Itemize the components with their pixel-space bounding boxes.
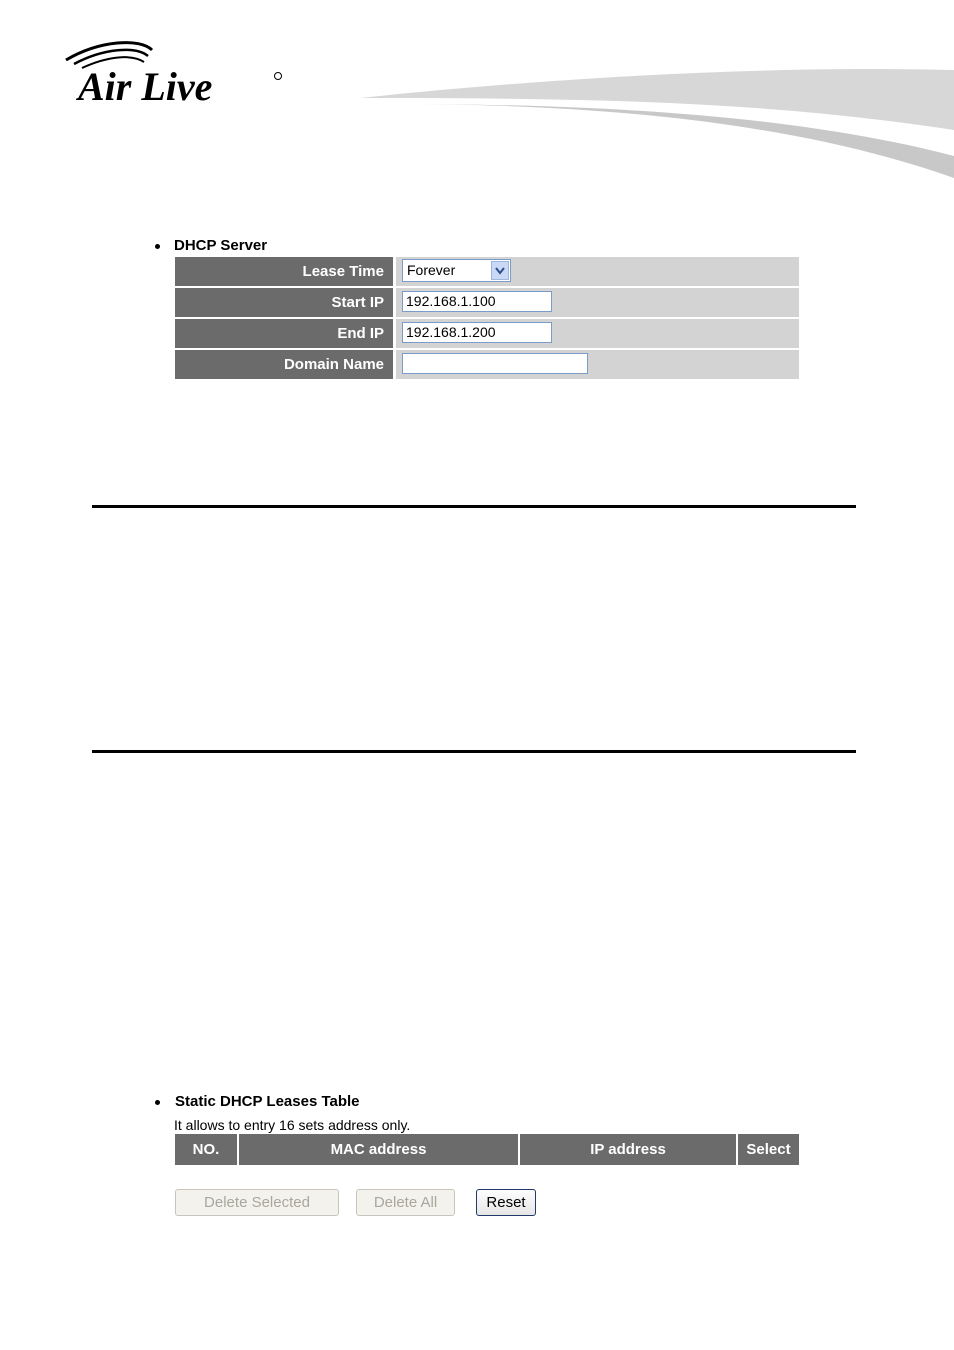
end-ip-row xyxy=(175,319,799,348)
start-ip-input[interactable]: 192.168.1.100 xyxy=(402,291,552,312)
domain-name-row xyxy=(175,350,799,379)
lease-time-row xyxy=(175,257,799,286)
header-swoosh xyxy=(330,60,954,180)
divider-rule xyxy=(92,505,856,508)
divider-rule xyxy=(92,750,856,753)
delete-all-button[interactable]: Delete All xyxy=(356,1189,455,1216)
airlive-logo xyxy=(60,38,300,110)
chevron-down-icon[interactable] xyxy=(491,261,509,280)
column-header-no: NO. xyxy=(175,1134,239,1165)
column-header-select: Select xyxy=(738,1134,799,1165)
bullet xyxy=(155,244,160,249)
bullet xyxy=(155,1100,160,1105)
end-ip-input[interactable]: 192.168.1.200 xyxy=(402,322,552,343)
static-leases-table-header xyxy=(175,1134,799,1165)
static-leases-title: Static DHCP Leases Table xyxy=(175,1093,360,1110)
column-header-mac: MAC address xyxy=(239,1134,520,1165)
delete-selected-button[interactable]: Delete Selected xyxy=(175,1189,339,1216)
start-ip-row xyxy=(175,288,799,317)
domain-name-input[interactable] xyxy=(402,353,588,374)
start-ip-label: Start IP xyxy=(175,288,396,317)
lease-time-select[interactable] xyxy=(402,259,511,282)
end-ip-label: End IP xyxy=(175,319,396,348)
lease-time-value: Forever xyxy=(407,262,456,278)
static-leases-note: It allows to entry 16 sets address only. xyxy=(174,1117,411,1133)
column-header-ip: IP address xyxy=(520,1134,738,1165)
lease-time-label: Lease Time xyxy=(175,257,396,286)
dhcp-server-form xyxy=(175,257,799,381)
domain-name-label: Domain Name xyxy=(175,350,396,379)
dhcp-server-title: DHCP Server xyxy=(174,237,268,254)
reset-button[interactable]: Reset xyxy=(476,1189,536,1216)
svg-text:Air Live: Air Live xyxy=(78,64,213,109)
